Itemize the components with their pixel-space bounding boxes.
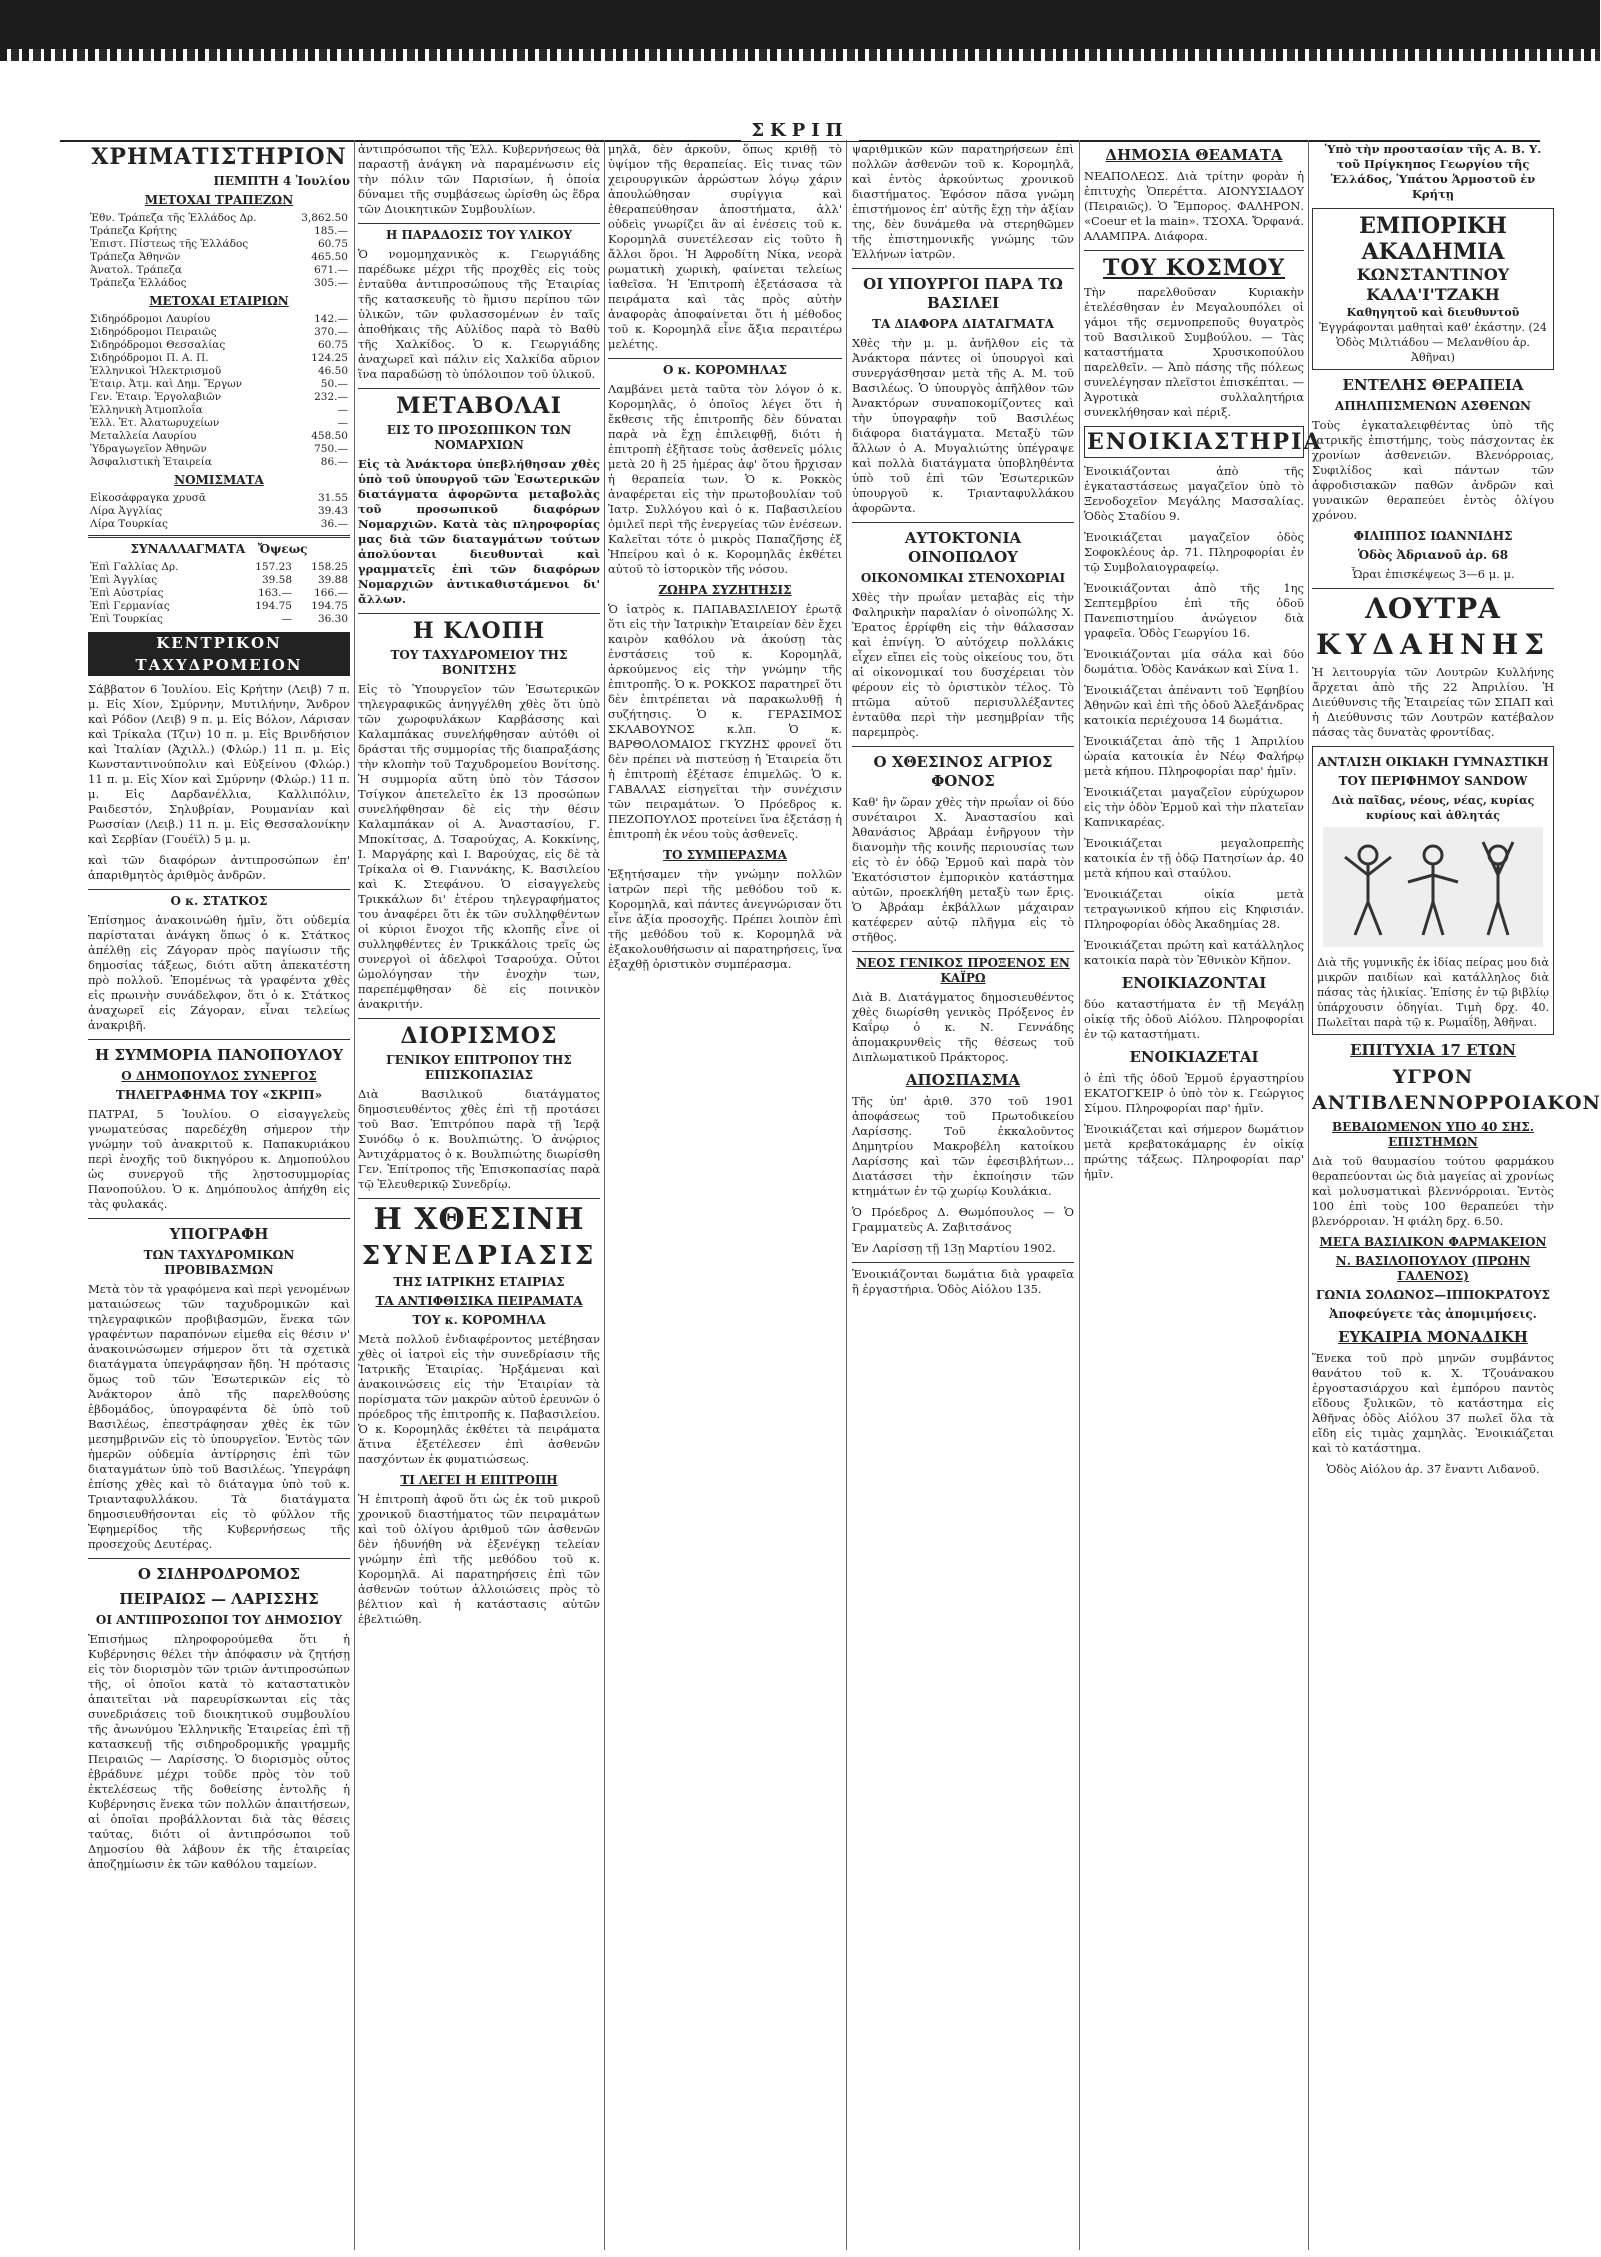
pharmacy-corner: ΓΩΝΙΑ ΣΟΛΩΝΟΣ—ΙΠΠΟΚΡΑΤΟΥΣ	[1315, 1288, 1551, 1302]
bill-row: Ἐπὶ Ἀγγλίας 39.58 39.88	[90, 574, 348, 586]
gym-title: ΑΝΤΛΙΣΗ ΟΙΚΙΑΚΗ ΓΥΜΝΑΣΤΙΚΗ	[1317, 755, 1549, 769]
conclusion-text: Ἐξητήσαμεν τὴν γνώμην πολλῶν ἰατρῶν περὶ τῆς μεθόδου τοῦ κ. Κορομηλᾶ, καὶ πάντες ἀνεγνώρισαν ὅτι εἶνε ἀξία προσοχῆς. Πρέπει λοιπὸν ἐπὶ τῆς μεθόδου τοῦ κ. Κορομηλᾶ νὰ ἐξακολουθήσωσιν αἱ παρατηρήσεις, ἵνα ἐξαχθῇ ὁριστικὸν συμπέρασμα.	[608, 867, 842, 971]
company-row: Σιδηρόδρομοι Π. Α. Π. 124.25	[90, 352, 348, 364]
companies-header: ΜΕΤΟΧΑΙ ΕΤΑΙΡΙΩΝ	[149, 294, 289, 308]
gang-telegram: ΤΗΛΕΓΡΑΦΗΜΑ ΤΟΥ «ΣΚΡΙΠ»	[115, 1088, 323, 1102]
ministers-title: ΟΙ ΥΠΟΥΡΓΟΙ ΠΑΡΑ ΤΩ ΒΑΣΙΛΕΙ	[863, 275, 1063, 312]
railway-tail: ἀντιπρόσωποι τῆς Ἑλλ. Κυβερνήσεως θὰ παραστῇ ἀνάγκη νὰ παραμένωσιν εἰς τὴν πόλιν τῶν Παρισίων, ἡ ὁποία δύναμει τῆς συμβάσεως ὡρίσθη ὡς ἕδρα τῶν Διοικητικῶν Συμβουλίων.	[358, 142, 600, 216]
company-row: Ἑλληνικοὶ Ἠλεκτρισμοῦ 46.50	[90, 365, 348, 377]
academy-text: Ἐγγράφονται μαθηταὶ καθ' ἑκάστην. (24 Ὁδὸς Μιλτιάδου — Μελανθίου ἀρ. Ἀθῆναι)	[1319, 321, 1547, 364]
theft-text: Εἰς τὸ Ὑπουργεῖον τῶν Ἐσωτερικῶν τηλεγραφικῶς ἀνηγγέλθη χθὲς ὅτι ὑπὸ τῶν χωροφυλάκων Καρβάσσης καὶ Καλαμπάκας συνελήφθησαν αὐτόθι οἱ δράσται τῆς συμμορίας τῆς διαπραξάσης τὴν κλοπὴν τοῦ Ταχυδρομείου Βονίτσης. Ἡ συμμορία αὕτη ὑπὸ τὸν Τάσσον Τσίγκον ἀπετελεῖτο ἐκ 13 προσώπων συνελήφθησαν δὲ εἰς τὴν θέσιν Καλαμπάκαν οἱ Α. Ἀναστασίου, Γ. Μποκίτσας, Δ. Τσαρούχας, Α. Κοκκίνης, Ι. Μαργάρης καὶ Ι. Βαρούχας, εἰς δὲ τὰ Τρίκαλα οἱ Θ. Γιαννάκης, Κ. Βασιλείου καὶ Κ. Στεφάνου. Ὁ εἰσαγγελεὺς Τρικκάλων δι' ἑτέρου τηλεγραφήματος του ἀναφέρει ὅτι ἐκ τῶν συλληφθέντων οἱ κύριοι ἔνοχοι τῆς κλοπῆς εἶνε οἱ συλληφθέντες ἐν Τρικκάλοις τρεῖς ὡς συνεργοὶ οἱ ἀδελφοὶ Τσαρούχα. Οὗτοι ὡμολόγησαν τὴν ἐνοχὴν των, παρεπέμφθησαν δὲ εἰς ποινικὸν ἀνακριτήν.	[358, 682, 600, 1011]
session-text: Μετὰ πολλοῦ ἐνδιαφέροντος μετέβησαν χθὲς οἱ ἰατροὶ εἰς τὴν συνεδρίασιν τῆς Ἰατρικῆς Ἑταιρίας. Ἠρξάμεναι καὶ ἀνακοινώσεις εἰς τὴν Ἑταιρίαν τὰ πορίσματα τῶν μακρῶν αὐτοῦ ἐρευνῶν ὁ πρόεδρος τῆς ἐπιτροπῆς κ. Παβασιλείου. Ὁ κ. Κορομηλᾶς ἐκθέτει τὰ πειράματα ἅτινα ἐξετέλεσεν ἐπὶ ἀσθενῶν πασχόντων ἐκ φυματιώσεως.	[358, 1332, 600, 1466]
gang-subtitle: Ο ΔΗΜΟΠΟΥΛΟΣ ΣΥΝΕΡΓΟΣ	[121, 1069, 317, 1083]
winemaker-title: ΑΥΤΟΚΤΟΝΙΑ ΟΙΝΟΠΩΛΟΥ	[904, 529, 1022, 566]
rent3-title: ΕΝΟΙΚΙΑΖΕΤΑΙ	[1129, 1048, 1259, 1066]
bond-row: Ἐθν. Τράπεζα τῆς Ἑλλάδος Δρ. 3,862.50	[90, 212, 348, 224]
company-row: Ἑλλ. Ἑτ. Ἀλατωρυχείων —	[90, 417, 348, 429]
railway-title: Ο ΣΙΔΗΡΟΔΡΟΜΟΣ	[137, 1565, 301, 1583]
therapy-title: ΕΝΤΕΛΗΣ ΘΕΡΑΠΕΙΑ	[1342, 376, 1524, 394]
rent-item: Ἐνοικιάζεται ἀπὸ τῆς 1 Ἀπριλίου ὡραία κατοικία ἐν Νέῳ Φαλήρῳ μετὰ κήπου. Πληροφορίαι παρ' ἡμῖν.	[1084, 734, 1304, 778]
unique-text: Ἕνεκα τοῦ πρὸ μηνῶν συμβάντος θανάτου τοῦ κ. Χ. Τζουάνακου ἐργοστασιάρχου καὶ ἐμπόρου παντὸς εἴδους ξυλικῶν, τὸ κατάστημα εἰς Ἀθῆνας ὁδὸς Αἰόλου 37 πωλεῖ ὅλα τὰ εἴδη εἰς τιμὰς χαμηλὰς. Ἐνοικιάζεται καὶ τὸ κατάστημα.	[1312, 1351, 1554, 1455]
committee-text: Ἡ ἐπιτροπὴ ἀφοῦ ὅτι ὡς ἐκ τοῦ μικροῦ χρονικοῦ διαστήματος τῶν πειραμάτων καὶ τοῦ ὀλίγου ἀριθμοῦ τῶν ἀσθενῶν δὲν ἠδυνήθη νὰ ἐξενέγκῃ τελείαν γνώμην ἐπὶ τῆς μεθόδου τοῦ κ. Κορομηλᾶ. Αἱ παρατηρήσεις ἐπὶ τῶν ἀσθενῶν τούτων ἀλλοιώσεις πρὸς τὸ βέλτιον καὶ ἡ κατάστασις αὐτῶν ἐβελτιώθη.	[358, 1492, 600, 1626]
rent-item: Ἐνοικιάζεται οἰκία μετὰ τετραγωνικοῦ κήπου εἰς Κηφισιάν. Πληροφορίαι ὁδὸς Ἀκαδημίας 28.	[1084, 887, 1304, 931]
stratos-text: Ἐπίσημος ἀνακοινώθη ἡμῖν, ὅτι οὐδεμία παρίσταται ἀνάγκη ὅπως ὁ κ. Στάτκος ἀπέλθῃ εἰς Ζάγοραν πρὸς παγίωσιν τῆς δημοσίας τάξεως, διότι αὕτη ἀπεκατέστη πρὸ πολλοῦ. Ἐπομένως τὰ γραφέντα χθὲς εἰς πρωινὴν συνάδελφον, ὅτι ὁ κ. Στάτκος ἀναχωρεῖ εἰς Ζάγοραν, εἶναι τελείως ἀνακριβῆ.	[88, 913, 350, 1032]
world-text: Τὴν παρελθοῦσαν Κυριακὴν ἐτελέσθησαν ἐν Μεγαλουπόλει οἱ γάμοι τῆς σεμνοπρεποῦς θυγατρὸς τοῦ Βασιλικοῦ Συμβούλου. — Τὰς καταστήματα Χρυσικοπούλου παρελθεῖν. — Ἀπὸ πάσης τῆς πόλεως συνελέγησαν πλεῖστοι ἐπισκέπται. — Ἀγροτικὰ συλλαλητήρια συνεκλήθησαν καὶ πέριξ.	[1084, 285, 1304, 419]
rent-notice: Ἐνοικιάζονται δωμάτια διὰ γραφεῖα ἢ ἐργαστήρια. Ὁδὸς Αἰόλου 135.	[852, 1267, 1074, 1296]
gang-text: ΠΑΤΡΑΙ, 5 Ἰουλίου. Ο εἰσαγγελεὺς γνωματεύσας παρεδέχθη σήμερον τὴν γνώμην τοῦ ἀνακριτοῦ κ. Παπακυριάκου περὶ ἐνοχῆς τοῦ δικηγόρου κ. Δημοπούλου ὡς συνεργοῦ τῆς λῃστοσυμμορίας Πανοπούλου. Ὁ κ. Δημόπουλος ἀπήχθη εἰς τὰς φυλακάς.	[88, 1107, 350, 1211]
col4-top-text: ψαριθμικῶν κῶν παρατηρήσεων ἐπὶ πολλῶν ἀσθενῶν τοῦ κ. Κορομηλᾶ, καὶ ἐντὸς ἀρκούντως χρονικοῦ διαστήματος. Ἐφόσον πᾶσα γνώμη ἐπιστήμονος ἐπ' αὐτῆς ἔχῃ τὴν ἀξίαν της, δὲν δυνάμεθα νὰ στερηθῶμεν τῆς ἐπιστημονικῆς γνώμης τῶν Ἑλλήνων ἰατρῶν.	[852, 142, 1074, 261]
baths-place: ΚΥΔΑΗΝΗΣ	[1315, 628, 1551, 661]
session-title-4: ΤΑ ΑΝΤΙΦΘΙΣΙΚΑ ΠΕΙΡΑΜΑΤΑ	[375, 1294, 583, 1308]
gym-audience: Διὰ παῖδας, νέους, νέας, κυρίας κυρίους καὶ ἀθλητάς	[1331, 794, 1535, 822]
appointment-subtitle: ΓΕΝΙΚΟΥ ΕΠΙΤΡΟΠΟΥ ΤΗΣ ΕΠΙΣΚΟΠΑΣΙΑΣ	[386, 1053, 572, 1082]
currency-row: Λίρα Τουρκίας 36.—	[90, 518, 348, 530]
gym-text: Διὰ τῆς γυμνικῆς ἐκ ἰδίας πείρας μου διὰ μικρῶν παιδίων καὶ κατάλληλος διὰ πάσας τὰς ἡλικίας. Ἐπίσης ἐν τῷ βιβλίῳ ὑπάρχουσιν ὁδηγίαι. Τιμὴ δρχ. 40. Πωλεῖται παρὰ τῷ κ. Ρωμαΐδῃ, Ἀθῆναι.	[1317, 956, 1549, 1029]
column-6	[1312, 140, 1601, 2250]
bill-row: Ἐπὶ Τουρκίας — 36.30	[90, 613, 348, 625]
rent-item: Ἐνοικιάζονται ἀπὸ τῆς ἐγκαταστάσεως μαγαζεῖον ὑπὸ τὸ Ξενοδοχεῖον Μεγάλης Μασσαλίας. Ὁδὸς Σταδίου 9.	[1084, 464, 1304, 523]
bill-row: Ἐπὶ Αὐστρίας 163.— 166.—	[90, 587, 348, 599]
theatre-title: ΔΗΜΟΣΙΑ ΘΕΑΜΑΤΑ	[1105, 146, 1283, 164]
changes-text: Εἰς τὰ Ἀνάκτορα ὑπεβλήθησαν χθὲς ὑπὸ τοῦ ὑπουργοῦ τῶν Ἐσωτερικῶν διατάγματα ἀφορῶντα μεταβολὰς τοῦ προσωπικοῦ διαφόρων Νομαρχιῶν. Κατὰ τὰς πληροφορίας μας διὰ τῶν διαταγμάτων τούτων ἀπολύονται διευθυνταὶ καὶ γραμματεῖς ἐπὶ τῶν διαφόρων Νομαρχιῶν ἀντικαθιστάμενοι δι' ἄλλων.	[358, 457, 600, 606]
companies-table	[88, 313, 350, 469]
bonds-table	[88, 212, 350, 290]
currency-row: Εἰκοσάφραγκα χρυσᾶ 31.55	[90, 492, 348, 504]
rent-item: Ἐνοικιάζεται μεγαλοπρεπὴς κατοικία ἐν τῇ ὁδῷ Πατησίων ἀρ. 40 μετὰ κήπου καὶ σταύλου.	[1084, 836, 1304, 880]
rent-item: Ἐνοικιάζεται ἀπέναντι τοῦ Ἐφηβίου Ἀθηνῶν καὶ ἐπὶ τῆς ὁδοῦ Ἀλεξάνδρας κατοικία περιέχουσα 14 δωμάτια.	[1084, 683, 1304, 727]
winemaker-subtitle: ΟΙΚΟΝΟΜΙΚΑΙ ΣΤΕΝΟΧΩΡΙΑΙ	[860, 571, 1066, 585]
coromilas-title: Ο κ. ΚΟΡΟΜΗΛΑΣ	[662, 363, 788, 377]
rent-banner	[1084, 426, 1323, 458]
bill-row: Ἐπὶ Γερμανίας 194.75 194.75	[90, 600, 348, 612]
newspaper-title: ΣΚΡΙΠ	[741, 120, 858, 141]
masthead	[0, 120, 1600, 142]
bond-row: Τράπεζα Ἀθηνῶν 465.50	[90, 251, 348, 263]
session-title-3: ΤΗΣ ΙΑΤΡΙΚΗΣ ΕΤΑΙΡΙΑΣ	[393, 1275, 565, 1289]
decision-signers: Ὁ Πρόεδρος Δ. Θωμόπουλος — Ὁ Γραμματεὺς Α. Ζαβιτσάνος	[852, 1205, 1074, 1234]
success-title: ΕΠΙΤΥΧΙΑ 17 ΕΤΩΝ	[1350, 1041, 1516, 1059]
rent-title: ΕΝΟΙΚΙΑΣΤΗΡΙΑ	[1087, 429, 1323, 455]
lively-text: Ὁ ἰατρὸς κ. ΠΑΠΑΒΑΣΙΛΕΙΟΥ ἐρωτᾷ ὅτι εἰς τὴν Ἰατρικὴν Ἑταιρείαν δὲν ἔχει καιρὸν καθόλου νὰ ἀκούσῃ τὰς ἐνστάσεις τοῦ κ. Κορομηλᾶ, ἀρκούμενος εἰς τὴν γνώμην τῆς ἐπιτροπῆς. Ὁ κ. ΡΟΚΚΟΣ παρατηρεῖ ὅτι δὲν ἐπιτρέπεται νὰ παρακωλυθῇ ἡ συζήτησις. Ὁ κ. ΓΕΡΑΣΙΜΟΣ ΣΚΛΑΒΟΥΝΟΣ κ.λπ. Ὁ κ. ΒΑΡΘΟΛΟΜΑΙΟΣ ΓΚΥΖΗΣ φρονεῖ ὅτι δὲν πρέπει νὰ πιστεύσῃ ἡ Ἑταιρεία ὅτι ἡ ἐπιτροπὴ ἐξέτασε ἐπιμελῶς. Ὁ κ. ΓΑΒΑΛΑΣ εἰσηγεῖται τὴν συνέχισιν τῶν πειραμάτων. Ὁ Πρόεδρος κ. ΠΕΖΟΠΟΥΛΟΣ προτείνει ἵνα ἐξετάσῃ ἡ ἐπιτροπὴ ἐκ νέου τοὺς ἀσθενεῖς.	[608, 602, 842, 841]
rent-item: Ἐνοικιάζεται μαγαζεῖον εὐρύχωρον εἰς τὴν ὁδὸν Ἑρμοῦ καὶ τὴν πλατεῖαν Καπνικαρέας.	[1084, 785, 1304, 829]
railway-text: Ἐπισήμως πληροφορούμεθα ὅτι ἡ Κυβέρνησις θέλει τὴν ἀπόφασιν νὰ ζητήσῃ εἰς τὸν διορισμὸν τῶν τριῶν ἀντιπροσώπων τῆς, οἱ ὁποῖοι κατὰ τὸ καταστατικὸν ἀπαιτεῖται νὰ παρευρίσκωνται εἰς τὰς συνεδριάσεις τοῦ διοικητικοῦ συμβουλίου τῆς ἀνωνύμου Ἑλληνικῆς Ἑταιρείας ἐπὶ τῇ κατασκευῇ τῆς σιδηροδρομικῆς γραμμῆς Πειραιῶς — Λαρίσσης. Ὁ διορισμὸς οὗτος ἐβράδυνε μέχρι τοῦδε πρὸς τὸν τοῦ ἐκτελέσεως τῆς δοθείσης ἐντολῆς ἡ Κυβέρνησις ἕνεκα τῶν πολλῶν ἀπαιτήσεων, αἱ ὁποῖαι προβάλλονται διὰ τὰς θέσεις ταύτας, διότι οἱ ἀντιπρόσωποι τοῦ Δημοσίου θὰ λάβουν ἐκ τῆς ἑταιρείας ἀποζημίωσιν ἐκ τῶν καθόλου ταμείων.	[88, 1632, 350, 1871]
baths-title: ΛΟΥΤΡΑ	[1365, 592, 1501, 625]
stratos-title: Ο κ. ΣΤΑΤΚΟΣ	[170, 894, 268, 908]
consul-text: Διὰ Β. Διατάγματος δημοσιευθέντος χθὲς διωρίσθη γενικὸς Πρόξενος ἐν Καΐρῳ ὁ κ. Ν. Γεννάδης ἀπομακρυνθεὶς τῆς θέσεως τοῦ Διπλωματικοῦ Πράκτορος.	[852, 990, 1074, 1064]
therapy-text: Τοὺς ἐγκαταλειφθέντας ὑπὸ τῆς ἰατρικῆς ἐπιστήμης, τοὺς πάσχοντας ἐκ χρονίων ἀσθενειῶν. Βλενόρροιας, Συφιλίδος καὶ πάντων τῶν ἀφροδισιακῶν παθῶν ἀνδρῶν καὶ γυναικῶν θεραπεύει ἐντὸς ὀλίγου χρόνου.	[1312, 418, 1554, 522]
appointment-text: Διὰ Βασιλικοῦ διατάγματος δημοσιευθέντος χθὲς ἐπὶ τῇ προτάσει τοῦ Βασ. Ἐπιτρόπου παρὰ τῇ Ἱερᾷ Συνόδῳ ὁ κ. Βουλπιώτης. Ὁ ἀνῴριος Ἀντιχάρματος ὁ κ. Βουλπιώτης διωρίσθη Γεν. Ἐπίτροπος τῆς Ἐπισκοπασίας παρὰ τῷ Ἐλευθερικῷ Συνεδρίῳ.	[358, 1087, 600, 1191]
unique-title: ΕΥΚΑΙΡΙΑ ΜΟΝΑΔΙΚΗ	[1338, 1328, 1528, 1346]
bills-header: ΣΥΝΑΛΛΑΓΜΑΤΑ Ὄψεως	[130, 542, 308, 556]
appointment-title: ΔΙΟΡΙΣΜΟΣ	[400, 1023, 558, 1049]
coromilas-text: Λαμβάνει μετὰ ταῦτα τὸν λόγον ὁ κ. Κορομηλᾶς, ὁ ὁποῖος λέγει ὅτι ἡ ἔκθεσις τῆς ἐπιτροπῆς δὲν δύναται παρὰ νὰ ἔχῃ ἐπιλειφθῇ, διότι ἡ ἐπιτροπὴ ἐξῆτασε τοὺς ἀσθενεῖς μόλις μετὰ 20 ἢ 25 ἡμέρας ἀφ' ὅτου ἤρχισαν ἡ θεραπεία των. Ὁ κ. Ροκκὸς ἀναφέρεται εἰς τὴν πρωτοβουλίαν τοῦ Ἰατρ. Συλλόγου καὶ ὁ κ. Παβασιλείου ὁμιλεῖ περὶ τῆς ἐνεργείας τῶν ἐνέσεων. Καλεῖται τότε ὁ μικρὸς Παπαζῆσης ἐξ Ἠπείρου καὶ ὁ κ. Κορομηλᾶς ἐκθέτει αὐτοῦ τὸ ἱστορικὸν τῆς νόσου.	[608, 382, 842, 576]
bond-row: Τράπεζα Ἑλλάδος 305.—	[90, 277, 348, 289]
currency-header: ΝΟΜΙΣΜΑΤΑ	[174, 473, 264, 487]
theft-title: Η ΚΛΟΠΗ	[412, 618, 546, 644]
gang-title: Η ΣΥΜΜΟΡΙΑ ΠΑΝΟΠΟΥΛΟΥ	[94, 1046, 344, 1064]
pharmacy-owner: Ν. ΒΑΣΙΛΟΠΟΥΛΟΥ (ΠΡΩΗΝ ΓΑΛΕΝΟΣ)	[1335, 1254, 1531, 1283]
rent-item: Ἐνοικιάζονται ἀπὸ τῆς 1ης Σεπτεμβρίου ἐπὶ τῆς ὁδοῦ Πανεπιστημίου ἀνώγειον διὰ γραφεῖα. Ὁδὸς Γεωργίου 16.	[1084, 581, 1304, 640]
column-4	[852, 140, 1074, 2250]
company-row: Ἑλληνικὴ Ἀτμοπλοΐα —	[90, 404, 348, 416]
fluid-subtitle: ΒΕΒΑΙΩΜΕΝΟΝ ΥΠΟ 40 ΣΗΣ. ΕΠΙΣΤΗΜΩΝ	[1332, 1120, 1534, 1149]
doctor-name: ΦΙΛΙΠΠΟΣ ΙΩΑΝΝΙΔΗΣ	[1353, 529, 1513, 543]
bill-row: Ἐπὶ Γαλλίας Δρ. 157.23 158.25	[90, 561, 348, 573]
rent2-text: δύο καταστήματα ἐν τῇ Μεγάλῃ οἰκίᾳ τῆς ὁδοῦ Αἰόλου. Πληροφορίαι ἐν τῷ καταστήματι.	[1084, 997, 1304, 1041]
post-office-title: ΚΕΝΤΡΙΚΟΝ ΤΑΧΥΔΡΟΜΕΙΟΝ	[88, 632, 350, 676]
bills-table	[88, 561, 350, 626]
rent4-text: Ἐνοικιάζεται καὶ σήμερον δωμάτιον μετὰ κρεβατοκάμαρης ἐν οἰκίᾳ πρώτης τάξεως. Πληροφορίαι παρ' ἡμῖν.	[1084, 1122, 1304, 1181]
rent2-title: ΕΝΟΙΚΙΑΖΟΝΤΑΙ	[1121, 974, 1267, 992]
session-title-2: ΣΥΝΕΔΡΙΑΣΙΣ	[361, 1241, 597, 1271]
avoid-imitations: Ἀποφεύγετε τὰς ἀπομιμήσεις.	[1329, 1307, 1537, 1321]
column-1	[88, 140, 350, 2250]
column-2	[358, 140, 600, 2250]
rent-item: Ἐνοικιάζεται μαγαζεῖον ὁδὸς Σοφοκλέους ἀρ. 71. Πληροφορίαι ἐν τῷ Συμβολαιογραφείῳ.	[1084, 530, 1304, 574]
bonds-header: ΜΕΤΟΧΑΙ ΤΡΑΠΕΖΩΝ	[144, 193, 294, 207]
bond-row: Τράπεζα Κρήτης 185.—	[90, 225, 348, 237]
pharmacy-title: ΜΕΓΑ ΒΑΣΙΛΙΚΟΝ ΦΑΡΜΑΚΕΙΟΝ	[1319, 1235, 1547, 1249]
company-row: Μεταλλεία Λαυρίου 458.50	[90, 430, 348, 442]
gym-exercise-illustration	[1317, 827, 1549, 947]
academy-subtitle: Καθηγητοῦ καὶ διευθυντοῦ	[1346, 306, 1520, 319]
rent-item: Ἐνοικιάζονται μία σάλα καὶ δύο δωμάτια. Ὁδὸς Κανάκων καὶ Σίνα 1.	[1084, 647, 1304, 676]
therapy-subtitle: ΑΠΗΛΠΙΣΜΕΝΩΝ ΑΣΘΕΝΩΝ	[1335, 399, 1531, 413]
session-title-1: Η ΧΘΕΣΙΝΗ	[373, 1202, 585, 1237]
currency-row: Λίρα Ἀγγλίας 39.43	[90, 505, 348, 517]
signature-subtitle: ΤΩΝ ΤΑΧΥΔΡΟΜΙΚΩΝ ΠΡΟΒΙΒΑΣΜΩΝ	[143, 1248, 295, 1277]
company-row: Σιδηρόδρομοι Πειραιῶς 370.—	[90, 326, 348, 338]
column-5	[1084, 140, 1323, 2250]
railway-subtitle: ΠΕΙΡΑΙΩΣ — ΛΑΡΙΣΣΗΣ	[119, 1590, 319, 1608]
conclusion-title: ΤΟ ΣΥΜΠΕΡΑΣΜΑ	[663, 848, 787, 862]
decision-place: Ἐν Λαρίσσῃ τῇ 13ῃ Μαρτίου 1902.	[852, 1241, 1056, 1255]
exchange-title: ΧΡΗΜΑΤΙΣΤΗΡΙΟΝ	[91, 144, 347, 170]
rent-item: Ἐνοικιάζεται πρώτη καὶ κατάλληλος κατοικία παρὰ τὸν Ἐθνικὸν Κῆπον.	[1084, 938, 1304, 967]
company-row: Ὑδραγωγεῖον Ἀθηνῶν 750.—	[90, 443, 348, 455]
rent-list	[1084, 464, 1304, 968]
bond-row: Ἀνατολ. Τράπεζα 671.—	[90, 264, 348, 276]
company-row: Σιδηρόδρομοι Θεσσαλίας 60.75	[90, 339, 348, 351]
theatre-text: ΝΕΑΠΟΛΕΩΣ. Διὰ τρίτην φορὰν ἡ ἐπιτυχὴς Ὁπερέττα. ΑΙΟΝΥΣΙΑΔΟΥ (Πειραιῶς). Ὁ Ἔμπορος. ΦΑΛΗΡΟΝ. «Coeur et la main». ΤΣΟΧΑ. Ὄρφανά. ΑΛΑΜΠΡΑ. Διάφορα.	[1084, 169, 1304, 243]
ministers-subtitle: ΤΑ ΔΙΑΦΟΡΑ ΔΙΑΤΑΓΜΑΤΑ	[872, 317, 1054, 331]
gym-ad	[1312, 746, 1554, 1035]
winemaker-text: Χθὲς τὴν πρωΐαν μεταβὰς εἰς τὴν Φαληρικὴν παραλίαν ὁ οἰνοπώλης Χ. Ἐρατος ἐρρίφθη εἰς τὴν θάλασσαν καὶ ἐπνίγη. Ὁ αὐτόχειρ πολλάκις εἶχεν εἴπει εἰς τοὺς οἰκείους του, ὅτι αἱ οἰκονομικαί του δυσχέρειαι τὸν φέρουν εἰς τὸ ὁριστικὸν τέλος. Τὸ πτῶμα αὐτοῦ περισυλλέξαντες ἐνταῦθα περὶ τὴν μεσημβρίαν τῆς παρεμπρὸς.	[852, 590, 1074, 739]
post-office-tail: καὶ τῶν διαφόρων ἀντιπροσώπων ἐπ' ἀπαριθμητὸς ἀριθμὸς ἀνδρῶν.	[88, 853, 350, 882]
academy-owner: ΚΩΝΣΤΑΝΤΙΝΟΥ ΚΑΛΑ'Ι'ΤΖΑΚΗ	[1356, 265, 1510, 304]
session-title-5: ΤΟΥ κ. ΚΟΡΟΜΗΛΑ	[412, 1313, 546, 1327]
bond-row: Ἐπιστ. Πίστεως τῆς Ἑλλάδος 60.75	[90, 238, 348, 250]
theft-subtitle: ΤΟΥ ΤΑΧΥΔΡΟΜΕΙΟΥ ΤΗΣ ΒΟΝΙΤΣΗΣ	[390, 648, 568, 677]
consul-title: ΝΕΟΣ ΓΕΝΙΚΟΣ ΠΡΟΞΕΝΟΣ ΕΝ ΚΑΪΡΩ	[856, 956, 1070, 985]
changes-title: ΜΕΤΑΒΟΛΑΙ	[396, 393, 562, 419]
company-row: Ἀσφαλιστικὴ Ἑταιρεία 86.—	[90, 456, 348, 468]
col3-top-text: μηλᾶ, δὲν ἀρκοῦν, ὅπως κριθῇ τὸ ὑψίμον τῆς θεραπείας. Εἰς τινας τῶν χειρουργικῶν ἀρρώστων λόγῳ χάριν ἀπουλώθησαν συρίγγια καὶ ἐθεραπεύθησαν ἀποστήματα, ἀλλ' οὐδεὶς γνωρίζει ἂν αἱ ἐνέσεις τοῦ κ. Κορομηλᾶ συνετέλεσαν εἰς τοῦτο ἢ ἄλλοι ὅροι. Ἡ Ἀφροδίτη Νίκα, νεορὰ ρωματικὴ χωρικὴ, φαίνεται τελείως ἰαθεῖσα. Ἡ Ἐπιτροπὴ ἐξετάσασα τὰ πειράματα καὶ τὰς πρὸς αὐτὴν ἀναφορὰς ἀποφαίνεται ὅτι ἡ μέθοδος τοῦ κ. Κορομηλᾶ εἶνε ἄξια περαιτέρω μελέτης.	[608, 142, 842, 351]
committee-title: ΤΙ ΛΕΓΕΙ Η ΕΠΙΤΡΟΠΗ	[400, 1473, 558, 1487]
material-title: Η ΠΑΡΑΔΟΣΙΣ ΤΟΥ ΥΛΙΚΟΥ	[385, 228, 573, 242]
decision-text: Τῆς ὑπ' ἀριθ. 370 τοῦ 1901 ἀποφάσεως τοῦ Πρωτοδικείου Λαρίσσης. Τοῦ ἐκκαλοῦντος Δημητρίου Μακροβέλη κατοίκου Λαρίσσης καὶ τῶν ἐφεσιβλήτων... Διατάσσει τὴν ἐκποίησιν τῶν κτημάτων ἐν τῷ χωρίῳ Κουλάκια.	[852, 1094, 1074, 1198]
signature-text: Μετὰ τὸν τὰ γραφόμενα καὶ περὶ γενομένων ματαιώσεως τῶν ταχυδρομικῶν καὶ τηλεγραφικῶν προβιβασμῶν, ἕνεκα τῶν γραφέντων παραπόνων εἰμεθα εἰς θέσιν ν' ἀνακοινώσωμεν σήμερον ὅτι τὰ σχετικὰ διατάγματα ὑπεγράφησαν ἤδη. Ἡ πρότασις ὅμως τοῦ τῶν Ἐσωτερικῶν εἰς τὸ Ἀνάκτορον ἀπὸ τῆς παρελθούσης ἑβδομάδος, ὑπογραφέντα δὲ ὑπὸ τοῦ Βασιλέως, ἐπεστράφησαν χθὲς ἐκ τῶν μεσημβρινῶν εἰς τὸ ὑπουργεῖον. Ἐντὸς τῶν ἡμερῶν οὐδεμία ἀντίρρησις ἐπὶ τῶν διαταγμάτων ὑπὸ τοῦ Βασιλέως. Ὑπεγράφη ἐπίσης χθὲς καὶ τὸ διάταγμα ὑπὸ τοῦ κ. Τριανταφυλλάκου. Τὰ διατάγματα δημοσιευθήσονται εἰς τὸ φύλλον τῆς Ἐφημερίδος τῆς Κυβερνήσεως τῆς προσεχοῦς Δευτέρας.	[88, 1282, 350, 1551]
doctor-hours: Ὧραι ἐπισκέψεως 3—6 μ. μ.	[1351, 567, 1515, 581]
exchange-date: ΠΕΜΠΤΗ 4 Ἰουλίου	[213, 174, 350, 188]
lively-title: ΖΩΗΡΑ ΣΥΖΗΤΗΣΙΣ	[658, 583, 792, 597]
world-title: ΤΟΥ ΚΟΣΜΟΥ	[1103, 255, 1285, 281]
gym-subtitle: ΤΟΥ ΠΕΡΙΦΗΜΟΥ SANDOW	[1338, 774, 1528, 788]
material-text: Ὁ νομομηχανικὸς κ. Γεωργιάδης παρέδωκε μέχρι τῆς προχθὲς εἰς τοὺς ἐνταῦθα ἀντιπροσώπους τῆς Ἑταιρίας τῆς κατασκευῆς τὸ ἥμισυ περίπου τῶν ὑλικῶν, τῶν φυλασσομένων ἐν ταῖς ἀποθήκαις τῆς Αὐλίδος παρὰ τὸ Βαθὺ τῆς Χαλκίδος. Ὁ κ. Γεωργιάδης ἀναχωρεῖ καὶ πάλιν εἰς Χαλκίδα αὔριον ἵνα παραδώσῃ τὸ ὑπόλοιπον τοῦ ὑλικοῦ.	[358, 247, 600, 381]
fluid-text: Διὰ τοῦ θαυμασίου τούτου φαρμάκου θεραπεύονται ὡς διὰ μαγείας αἱ χρονίως καὶ μολυσματικαὶ βλεννόρροιαι. Ἐντὸς 100 ἐπὶ τοὺς 100 θεραπεύει τὴν βλενόρροιαν. Ἡ φιάλη δρχ. 6.50.	[1312, 1154, 1554, 1228]
post-office-text: Σάββατον 6 Ἰουλίου. Εἰς Κρήτην (Λειβ) 7 π. μ. Εἰς Χίον, Σμύρνην, Μυτιλήνην, Ἄνδρον καὶ Ρόδον (Λειβ) 9 π. μ. Εἰς Βόλον, Λάρισαν καὶ Τρίκαλα (Τζιν) 10 π. μ. Εἰς Βρινδήσιον καὶ Ἰταλίαν (Ἀχιλλ.) (Φλώρ.) 11 π. μ. Εἰς Κωνσταντινούπολιν καὶ Εὐξείνου (Φλώρ.) 11 π. μ. Εἰς Χίον καὶ Σμύρνην (Φλώρ.) 11 π. μ. Εἰς Δαρδανέλλια, Καλλιπόλιν, Ραιδεστόν, Σηλυβρίαν, Ρουμανίαν καὶ Ρωσσίαν (Λειβ.) 11 π. μ. Εἰς Θεσσαλονίκην καὶ Σερβίαν (Γουέϊλ) 5 μ. μ.	[88, 682, 350, 846]
scan-top-band	[0, 0, 1600, 55]
column-3	[608, 140, 842, 2250]
decision-title: ΑΠΟΣΠΑΣΜΑ	[905, 1071, 1021, 1089]
academy-ad	[1312, 208, 1554, 370]
fluid-title: ΥΓΡΟΝ ΑΝΤΙΒΛΕΝΝΟΡΡΟΙΑΚΟΝ	[1312, 1066, 1601, 1114]
academy-patronage: Ὑπὸ τὴν προστασίαν τῆς Α. Β. Υ. τοῦ Πρίγκηπος Γεωργίου τῆς Ἑλλάδος, Ὑπάτου Ἁρμοστοῦ ἐν Κρήτῃ	[1324, 142, 1542, 201]
company-row: Σιδηρόδρομοι Λαυρίου 142.—	[90, 313, 348, 325]
railway-subtitle-2: ΟΙ ΑΝΤΙΠΡΟΣΩΠΟΙ ΤΟΥ ΔΗΜΟΣΙΟΥ	[95, 1613, 343, 1627]
rent3-text: ὁ ἐπὶ τῆς ὁδοῦ Ἑρμοῦ ἐργαστηρίου ΕΚΑΤΟΓΚΕΙΡ ὁ ὑπὸ τὸν κ. Γεώργιος Σίμου. Πληροφορίαι παρ' ἡμῖν.	[1084, 1071, 1304, 1115]
currency-table	[88, 492, 350, 531]
ministers-text: Χθὲς τὴν μ. μ. ἀνῆλθον εἰς τὰ Ἀνάκτορα πάντες οἱ ὑπουργοὶ καὶ συνεργάσθησαν μετὰ τῆς Α. Μ. τοῦ Βασιλέως. Ὁ ὑπουργὸς ἀπῆλθον τῶν Ἀνακτόρων συναποκομίζοντες καὶ τὴν ὑπογραφὴν τοῦ Βασιλέως διάφορα διατάγματα. Μεταξὺ τῶν ἄλλων ὁ Α. Μυγαλιώτης ὑπέγραψε καὶ πολλὰ διατάγματα ὑποβληθέντα ὑπὸ τοῦ ἐπὶ τῶν Ἐσωτερικῶν ὑπουργοῦ κ. Τριανταφυλλάκου ἀφορῶντα.	[852, 336, 1074, 515]
murder-text: Καθ' ἣν ὥραν χθὲς τὴν πρωΐαν οἱ δύο συνέταιροι Χ. Ἀναστασίου καὶ Ἀθανάσιος Ἀβράαμ ἐνῆργουν τὴν διανομὴν τῆς κοινῆς περιουσίας των εἰς τὸ ἐν ὁδῷ Ἑρμοῦ καὶ παρὰ τὸν Ἐκατόσιστον ἐμπορικὸν κατάστημα αὐτῶν, προεκλήθη μεταξὺ των ἔρις. Ὁ Ἀβράαμ ἐκβάλλων μάχαιραν κατέφερεν αὐτῷ πλῆγμα εἰς τὸ στῆθος.	[852, 795, 1074, 944]
baths-text: Ἡ λειτουργία τῶν Λουτρῶν Κυλλήνης ἄρχεται ἀπὸ τῆς 22 Ἀπριλίου. Ἡ Διεύθυνσις τῆς Ἑταιρείας τῶν ΣΠΑΠ καὶ ἡ Διεύθυνσις τῶν Λουτρῶν κατέβαλον πάσας τὰς δυνατὰς φροντίδας.	[1312, 665, 1554, 739]
murder-title: Ο ΧΘΕΣΙΝΟΣ ΑΓΡΙΟΣ ΦΟΝΟΣ	[873, 753, 1053, 790]
academy-title: ΕΜΠΟΡΙΚΗ ΑΚΑΔΗΜΙΑ	[1359, 213, 1507, 265]
doctor-address: Ὁδὸς Ἀδριανοῦ ἀρ. 68	[1357, 548, 1509, 562]
company-row: Ἑταιρ. Ἀτμ. καὶ Δημ. Ἔργων 50.—	[90, 378, 348, 390]
company-row: Γεν. Ἑταιρ. Ἐργολαβιῶν 232.—	[90, 391, 348, 403]
unique-address: Ὁδὸς Αἰόλου ἀρ. 37 ἔναντι Λιδανοῦ.	[1326, 1462, 1540, 1476]
changes-subtitle: ΕΙΣ ΤΟ ΠΡΟΣΩΠΙΚΟΝ ΤΩΝ ΝΟΜΑΡΧΙΩΝ	[386, 423, 572, 452]
signature-title: ΥΠΟΓΡΑΦΗ	[169, 1225, 269, 1243]
